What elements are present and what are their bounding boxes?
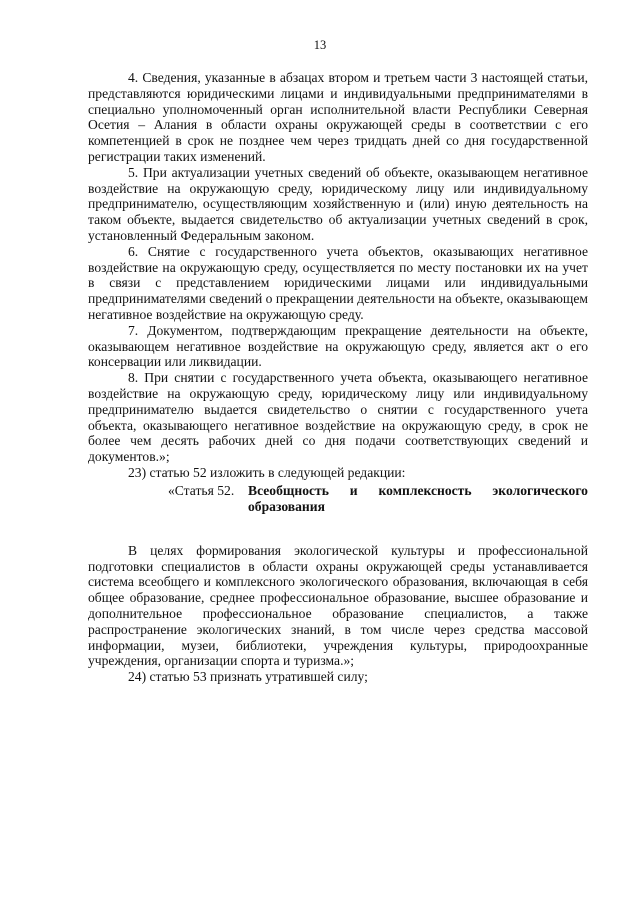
article-title-word-1: Всеобщность	[248, 482, 329, 498]
article-52-text: В целях формирования экологической культуры и профессиональной подготовки специалистов в области охраны окружающей среды устанавливается система всеобщего и комплексного экологического образования, включающая в себя общее образование, среднее профессиональное образование, высшее образование и дополнительное профессиональное образование специалистов, а также распространение экологических знаний, в том числе через средства массовой информации, музеи, библиотеки, учреждения культуры, природоохранные учреждения, организации спорта и туризма.»;	[88, 542, 588, 669]
article-title-line-2: образования	[248, 498, 325, 514]
article-title-word-4: экологического	[492, 482, 588, 498]
article-title-word-2: и	[349, 482, 358, 498]
document-body	[88, 70, 588, 685]
amendment-item-24: 24) статью 53 признать утратившей силу;	[128, 669, 368, 685]
amendment-item-23: 23) статью 52 изложить в следующей редакции:	[128, 464, 406, 480]
article-number: «Статья 52.	[168, 482, 235, 498]
paragraph-6: 6. Снятие с государственного учета объектов, оказывающих негативное воздействие на окружающую среду, осуществляется по месту постановки их на учет в связи с представлением юридическими лицами или индивидуальными предпринимателями сведений о прекращении деятельности на объекте, оказывающем негативное воздействие на окружающую среду.	[88, 243, 588, 322]
spacer	[88, 515, 588, 543]
paragraph-4: 4. Сведения, указанные в абзацах втором и третьем части 3 настоящей статьи, представляются юридическими лицами и индивидуальными предпринимателями в специально уполномоченный орган исполнительной власти Республики Северная Осетия – Алания в области охраны окружающей среды в соответствии с его компетенцией в срок не позднее чем через тридцать дней со дня государственной регистрации таких изменений.	[88, 70, 588, 164]
article-title-line-1	[248, 483, 588, 499]
article-title	[248, 483, 588, 515]
paragraph-5: 5. При актуализации учетных сведений об объекте, оказывающем негативное воздействие на окружающую среду, юридическому лицу или индивидуальному предпринимателю, осуществляющим хозяйственную и (или) иную деятельность на таком объекте, выдается свидетельство об актуализации учетных сведений в срок, установленный Федеральным законом.	[88, 164, 588, 243]
article-title-word-3: комплексность	[378, 482, 472, 498]
page-number: 13	[313, 38, 327, 52]
paragraph-8: 8. При снятии с государственного учета объекта, оказывающего негативное воздействие на окружающую среду, юридическому лицу или индивидуальному предпринимателю выдается свидетельство о снятии с государственного учета объекта, оказывающего негативное воздействие на окружающую среду, в срок не более чем десять рабочих дней со дня подачи соответствующих сведений и документов.»;	[88, 370, 588, 465]
paragraph-7: 7. Документом, подтверждающим прекращение деятельности на объекте, оказывающем негативное воздействие на окружающую среду, является акт о его консервации или ликвидации.	[88, 322, 588, 370]
article-heading	[88, 483, 588, 515]
